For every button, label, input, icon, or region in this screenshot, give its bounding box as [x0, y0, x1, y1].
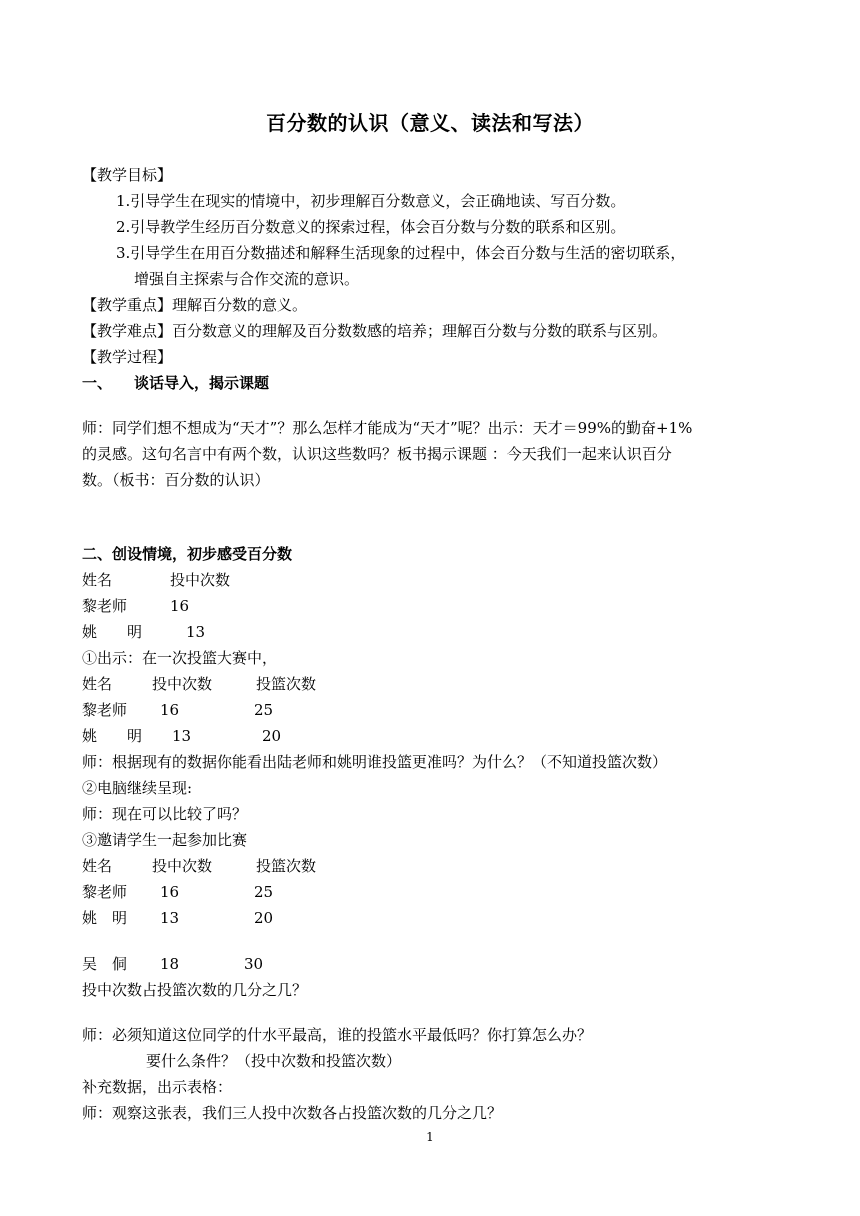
- show-3: ③邀请学生一起参加比赛: [82, 831, 248, 849]
- show-2: ②电脑继续呈现:: [82, 779, 193, 797]
- supplement-text: 补充数据，出示表格：: [82, 1078, 233, 1096]
- section-1-line-3: 数。（板书：百分数的认识）: [82, 471, 270, 489]
- objective-item-1: 1.引导学生在现实的情境中，初步理解百分数意义，会正确地读、写百分数。: [116, 192, 626, 210]
- table-cell: 姚 明: [82, 727, 143, 745]
- table-cell: 投中次数: [152, 857, 213, 875]
- section-1-number: 一、: [82, 374, 113, 392]
- section-2-title: 二、创设情境，初步感受百分数: [82, 545, 293, 563]
- table-cell: 13: [160, 909, 180, 927]
- table-cell: 13: [186, 623, 206, 641]
- process-heading: 【教学过程】: [82, 348, 173, 366]
- page-title: 百分数的认识（意义、读法和写法）: [266, 111, 594, 135]
- table-cell: 吴 侗: [82, 955, 128, 973]
- difficulty: 【教学难点】百分数意义的理解及百分数数感的培养；理解百分数与分数的联系与区别。: [82, 322, 668, 340]
- table-cell: 黎老师: [82, 701, 128, 719]
- table-cell: 20: [262, 727, 282, 745]
- show-1: ①出示：在一次投篮大赛中，: [82, 649, 278, 667]
- objective-item-3: 3.引导学生在用百分数描述和解释生活现象的过程中，体会百分数与生活的密切联系，: [116, 244, 686, 262]
- page-number: 1: [426, 1130, 434, 1144]
- table-cell: 20: [254, 909, 274, 927]
- table-cell: 姚 明: [82, 623, 143, 641]
- table-cell: 25: [254, 883, 274, 901]
- objective-item-2: 2.引导教学生经历百分数意义的探索过程，体会百分数与分数的联系和区别。: [116, 218, 626, 236]
- section-1-line-2: 的灵感。这句名言中有两个数，认识这些数吗？板书揭示课题 ：今天我们一起来认识百分: [82, 445, 672, 463]
- table-cell: 姓名: [82, 675, 113, 693]
- table-cell: 黎老师: [82, 597, 128, 615]
- table-cell: 姚 明: [82, 909, 128, 927]
- table-cell: 25: [254, 701, 274, 719]
- objectives-heading: 【教学目标】: [82, 166, 173, 184]
- table-cell: 18: [160, 955, 180, 973]
- table-cell: 投中次数: [170, 571, 231, 589]
- objective-item-3-cont: 增强自主探索与合作交流的意识。: [134, 270, 360, 288]
- table-cell: 30: [244, 955, 264, 973]
- table-cell: 16: [160, 701, 180, 719]
- table-cell: 13: [172, 727, 192, 745]
- section-1-title: 谈话导入，揭示课题: [134, 374, 270, 392]
- table-cell: 姓名: [82, 571, 113, 589]
- table-cell: 16: [170, 597, 190, 615]
- question-2: 师：现在可以比较了吗？: [82, 805, 248, 823]
- question-1: 师：根据现有的数据你能看出陆老师和姚明谁投篮更准吗？为什么？（不知道投篮次数）: [82, 753, 668, 771]
- table-cell: 投中次数: [152, 675, 213, 693]
- table-cell: 黎老师: [82, 883, 128, 901]
- question-3: 投中次数占投篮次数的几分之几？: [82, 981, 308, 999]
- question-4-cont: 要什么条件？（投中次数和投篮次数）: [146, 1052, 402, 1070]
- table-cell: 投篮次数: [256, 857, 317, 875]
- section-1-line-1: 师：同学们想不想成为“天才”？那么怎样才能成为“天才”呢？出示：天才＝99%的勤奋+1%: [82, 419, 693, 437]
- key-point: 【教学重点】理解百分数的意义。: [82, 296, 308, 314]
- table-cell: 姓名: [82, 857, 113, 875]
- table-cell: 16: [160, 883, 180, 901]
- question-4: 师：必须知道这位同学的什水平最高，谁的投篮水平最低吗？你打算怎么办？: [82, 1026, 593, 1044]
- question-5: 师：观察这张表，我们三人投中次数各占投篮次数的几分之几？: [82, 1104, 503, 1122]
- table-cell: 投篮次数: [256, 675, 317, 693]
